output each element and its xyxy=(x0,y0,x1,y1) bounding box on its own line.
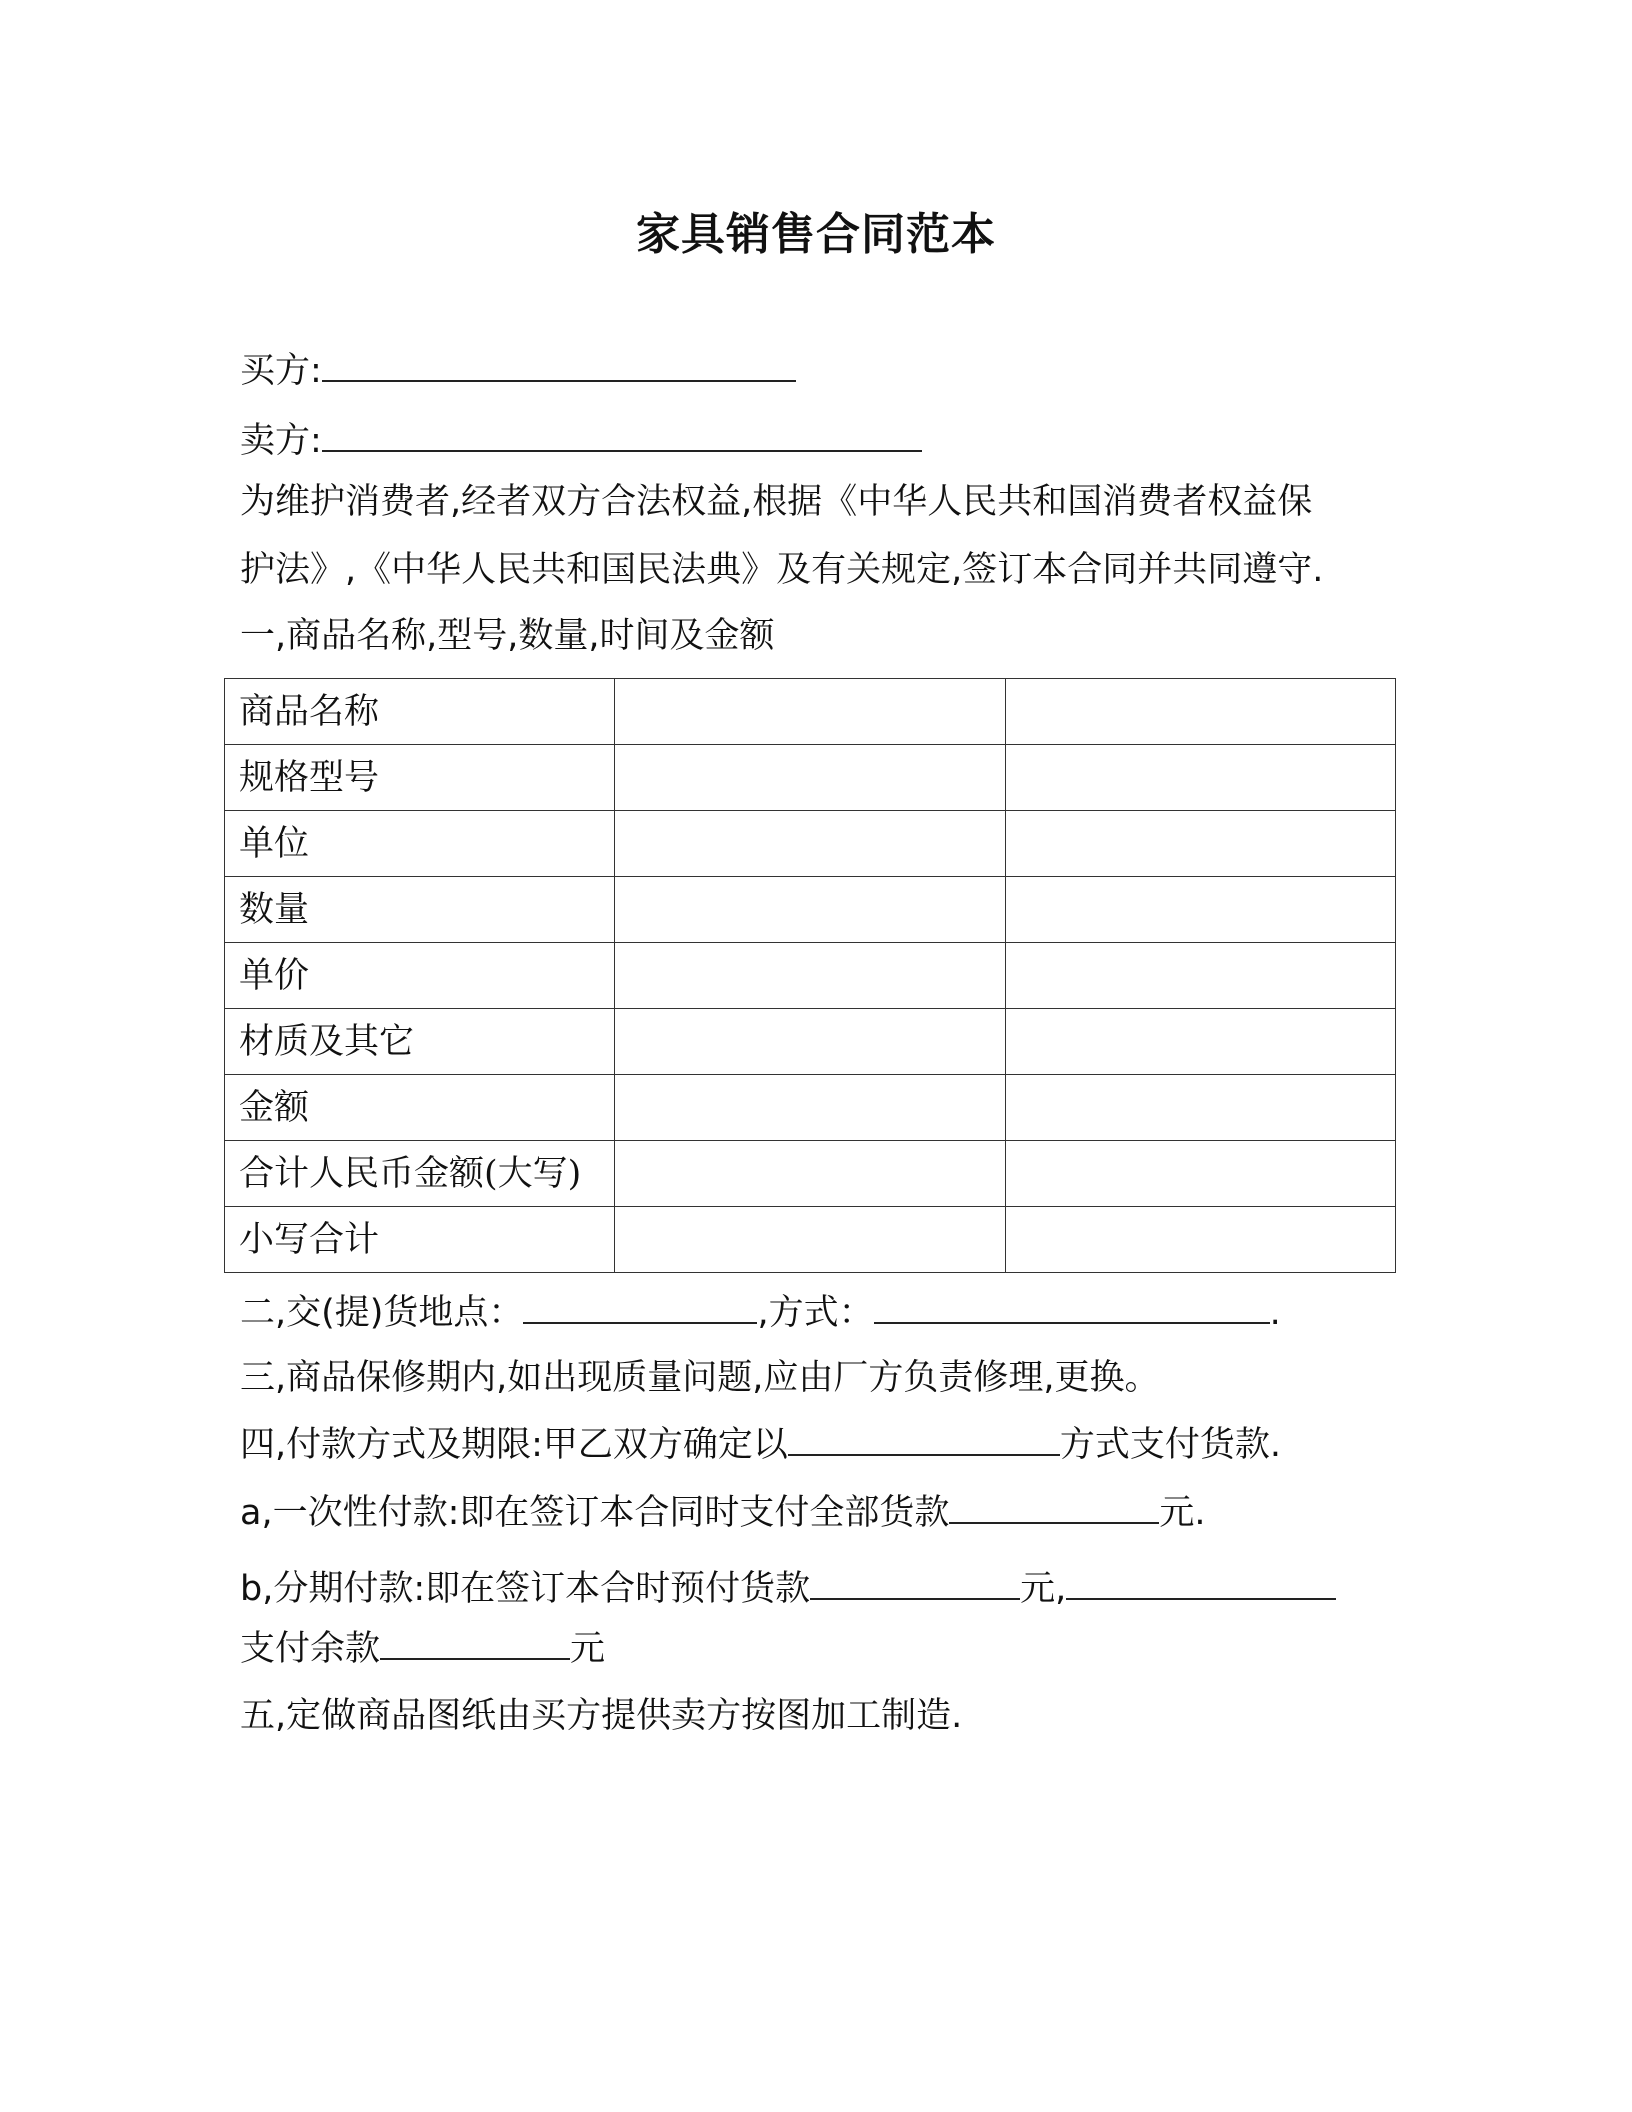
section-2-suffix: . xyxy=(1269,1293,1281,1333)
item-b-line-1 xyxy=(240,1566,1336,1611)
item-a-prefix: a,一次性付款:即在签订本合同时支付全部货款 xyxy=(240,1493,950,1533)
section-2-mid: ,方式： xyxy=(757,1293,874,1333)
table-row xyxy=(225,943,1396,1009)
item-a-line xyxy=(240,1490,1206,1535)
row-label: 单价 xyxy=(225,943,615,1009)
item-b-line-2 xyxy=(240,1626,605,1671)
table-cell[interactable] xyxy=(1005,1207,1395,1273)
row-label: 规格型号 xyxy=(225,745,615,811)
table-row xyxy=(225,877,1396,943)
table-cell[interactable] xyxy=(615,1075,1005,1141)
section-4-suffix: 方式支付货款. xyxy=(1059,1425,1282,1465)
table-cell[interactable] xyxy=(615,1207,1005,1273)
intro-line-2: 护法》,《中华人民共和国民法典》及有关规定,签订本合同并共同遵守. xyxy=(240,550,1324,590)
section-5-line: 五,定做商品图纸由买方提供卖方按图加工制造. xyxy=(240,1696,963,1736)
table-cell[interactable] xyxy=(615,679,1005,745)
table-row xyxy=(225,1075,1396,1141)
prepayment-blank[interactable] xyxy=(810,1566,1020,1600)
item-b-prefix: b,分期付款:即在签订本合时预付货款 xyxy=(240,1569,811,1609)
balance-blank[interactable] xyxy=(380,1626,570,1660)
delivery-method-blank[interactable] xyxy=(874,1290,1270,1324)
payment-method-blank[interactable] xyxy=(788,1422,1060,1456)
installment-term-blank[interactable] xyxy=(1066,1566,1336,1600)
table-cell[interactable] xyxy=(1005,745,1395,811)
table-row xyxy=(225,679,1396,745)
table-row xyxy=(225,745,1396,811)
section-2-line xyxy=(240,1290,1281,1335)
section-1-title: 一,商品名称,型号,数量,时间及金额 xyxy=(240,616,775,656)
item-b-mid: 元, xyxy=(1020,1569,1067,1609)
table-cell[interactable] xyxy=(615,811,1005,877)
section-4-line xyxy=(240,1422,1281,1467)
section-2-prefix: 二,交(提)货地点： xyxy=(240,1293,524,1333)
goods-table xyxy=(224,678,1396,1273)
section-4-prefix: 四,付款方式及期限:甲乙双方确定以 xyxy=(240,1425,788,1465)
full-payment-blank[interactable] xyxy=(949,1490,1159,1524)
table-cell[interactable] xyxy=(1005,877,1395,943)
table-cell[interactable] xyxy=(1005,1075,1395,1141)
row-label: 小写合计 xyxy=(225,1207,615,1273)
table-cell[interactable] xyxy=(1005,1141,1395,1207)
table-cell[interactable] xyxy=(615,877,1005,943)
item-a-suffix: 元. xyxy=(1159,1493,1206,1533)
seller-line xyxy=(240,418,922,463)
table-cell[interactable] xyxy=(1005,811,1395,877)
item-b-line2-prefix: 支付余款 xyxy=(240,1629,381,1669)
seller-label: 卖方: xyxy=(240,421,322,461)
item-b-line2-suffix: 元 xyxy=(570,1629,606,1669)
table-cell[interactable] xyxy=(615,1141,1005,1207)
table-cell[interactable] xyxy=(1005,943,1395,1009)
row-label: 数量 xyxy=(225,877,615,943)
seller-blank[interactable] xyxy=(322,418,922,452)
table-cell[interactable] xyxy=(615,943,1005,1009)
section-3-line: 三,商品保修期内,如出现质量问题,应由厂方负责修理,更换。 xyxy=(240,1358,1160,1398)
delivery-location-blank[interactable] xyxy=(523,1290,757,1324)
intro-line-1: 为维护消费者,经者双方合法权益,根据《中华人民共和国消费者权益保 xyxy=(240,482,1313,522)
table-row xyxy=(225,1207,1396,1273)
document-title: 家具销售合同范本 xyxy=(636,209,996,260)
buyer-blank[interactable] xyxy=(322,348,796,382)
row-label: 金额 xyxy=(225,1075,615,1141)
buyer-line xyxy=(240,348,796,393)
table-row xyxy=(225,1009,1396,1075)
row-label: 材质及其它 xyxy=(225,1009,615,1075)
row-label: 商品名称 xyxy=(225,679,615,745)
table-row xyxy=(225,811,1396,877)
table-cell[interactable] xyxy=(1005,679,1395,745)
table-cell[interactable] xyxy=(615,1009,1005,1075)
table-row xyxy=(225,1141,1396,1207)
table-cell[interactable] xyxy=(1005,1009,1395,1075)
row-label: 合计人民币金额(大写) xyxy=(225,1141,615,1207)
buyer-label: 买方: xyxy=(240,351,322,391)
table-cell[interactable] xyxy=(615,745,1005,811)
row-label: 单位 xyxy=(225,811,615,877)
